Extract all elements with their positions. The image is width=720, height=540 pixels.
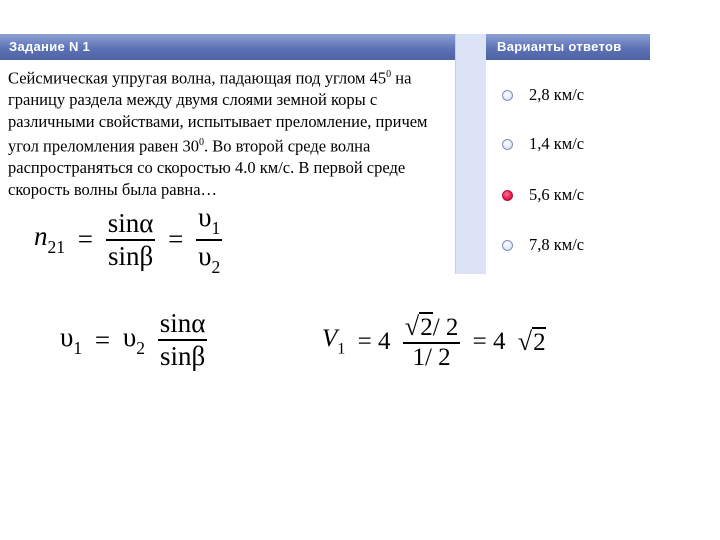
formula1-eq: = — [77, 224, 94, 255]
formula1-num-speed — [196, 202, 222, 239]
degree-sup-2: 0 — [199, 137, 204, 148]
formula1-u2: υ — [198, 240, 212, 271]
formula1-eq2: = — [168, 224, 184, 255]
formula2-mid — [123, 322, 145, 359]
formula1-den-speed — [196, 241, 222, 278]
formula3-eq2: = 4 — [472, 328, 506, 355]
formula1-u1-sub: 1 — [211, 217, 221, 238]
formula1-u1: υ — [198, 202, 212, 232]
task-header — [0, 34, 455, 60]
formula2-u2: υ — [122, 321, 137, 352]
formula-refraction-index — [34, 202, 222, 278]
task-title: Задание N 1 — [9, 39, 91, 54]
answer-option-2[interactable] — [500, 132, 650, 156]
answer-option-4[interactable] — [500, 233, 650, 257]
sqrt-symbol: √2 — [404, 312, 433, 341]
formula3-num — [403, 312, 461, 342]
answer-label-1: 2,8 км/с — [529, 85, 585, 104]
formula-numeric-result — [322, 312, 546, 372]
radio-button-1[interactable] — [502, 90, 513, 101]
formula3-result-radicand: 2 — [533, 329, 546, 356]
formula2-lhs — [60, 322, 82, 359]
formula3-num-radicand: 2 — [420, 314, 433, 341]
radio-button-4[interactable] — [502, 240, 513, 251]
question-part-2: на границу раздела между двумя слоями земной коры с различными свойствами, испытывает преломление, причем угол преломления равен 30 — [8, 68, 428, 156]
formula1-lhs — [34, 221, 65, 258]
formula1-u2-sub: 2 — [211, 256, 221, 277]
sqrt-symbol: √2 — [517, 327, 546, 356]
formula2-u2-sub: 2 — [136, 337, 146, 358]
formula2-u1-sub: 1 — [73, 337, 83, 358]
answers-header — [486, 34, 650, 60]
formula2-num: sinα — [159, 308, 206, 338]
formula3-eq: = 4 — [357, 328, 391, 355]
question-part-1: Сейсмическая упругая волна, падающая под углом 45 — [8, 68, 387, 88]
formula2-fraction — [158, 308, 208, 372]
column-divider — [455, 34, 486, 274]
formula1-den-sin: sinβ — [107, 240, 154, 271]
answer-label-2: 1,4 км/с — [529, 134, 585, 153]
formula2-eq: = — [94, 324, 111, 355]
formula1-num-sin: sinα — [107, 207, 154, 238]
formula2-den: sinβ — [159, 341, 206, 371]
answer-option-3[interactable] — [500, 183, 650, 207]
answer-label-4: 7,8 км/с — [529, 235, 585, 254]
radio-button-3-selected[interactable] — [502, 190, 513, 201]
radio-button-2[interactable] — [502, 139, 513, 150]
formula1-n-sub: 21 — [47, 237, 66, 258]
formula3-lhs — [322, 325, 345, 358]
formula1-fraction-sin — [106, 208, 156, 272]
answers-title: Варианты ответов — [497, 39, 622, 54]
question-part-3: . Во второй среде волна распространяться со скоростью 4.0 км/с. В первой среде скорость волны была равна… — [8, 136, 406, 199]
formula2-u1: υ — [60, 321, 74, 352]
formula3-den: 1/ 2 — [412, 344, 451, 371]
answer-option-1[interactable] — [500, 83, 650, 107]
degree-sup-1: 0 — [386, 69, 392, 80]
formula3-v: V — [322, 325, 338, 353]
formula1-fraction-speed — [196, 202, 222, 278]
question-text — [8, 64, 453, 200]
formula1-n: n — [34, 221, 48, 252]
formula3-num-rest: / 2 — [432, 314, 459, 341]
formula3-fraction — [403, 312, 461, 372]
answer-label-3: 5,6 км/с — [529, 185, 585, 204]
formula3-v-sub: 1 — [337, 339, 346, 358]
formula-speed-relation — [60, 308, 207, 372]
